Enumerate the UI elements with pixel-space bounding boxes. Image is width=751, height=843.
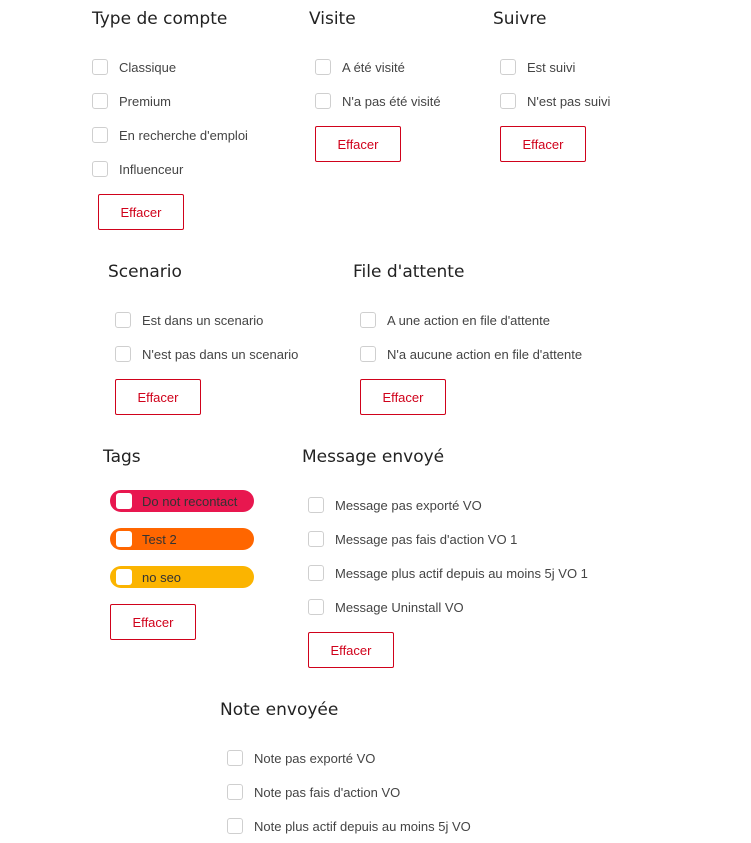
option-list: [500, 50, 610, 118]
option-label: Message pas exporté VO: [335, 497, 482, 513]
section-type-de-compte: [92, 8, 248, 230]
option-label: Note pas exporté VO: [254, 750, 376, 766]
section-title: Visite: [309, 9, 356, 29]
checkbox[interactable]: [227, 750, 243, 766]
section-title: Suivre: [493, 9, 547, 29]
clear-message-envoye-button[interactable]: Effacer: [308, 632, 394, 668]
checkbox[interactable]: [500, 59, 516, 75]
section-note-envoyee: [220, 699, 471, 843]
checkbox[interactable]: [360, 346, 376, 362]
option-est-suivi[interactable]: [500, 50, 610, 84]
option-label: Message Uninstall VO: [335, 599, 464, 615]
section-tags: [103, 446, 254, 640]
option-label: Premium: [119, 93, 172, 109]
option-pas-visite[interactable]: [315, 84, 441, 118]
option-influenceur[interactable]: [92, 152, 248, 186]
checkbox[interactable]: [92, 161, 108, 177]
checkbox[interactable]: [227, 818, 243, 834]
checkbox[interactable]: [315, 93, 331, 109]
option-label: En recherche d'emploi: [119, 127, 248, 143]
option-list: [115, 303, 298, 371]
clear-scenario-button[interactable]: Effacer: [115, 379, 201, 415]
option-label: Est suivi: [527, 59, 576, 75]
option-message-plus-actif[interactable]: [308, 556, 588, 590]
option-label: N'est pas suivi: [527, 93, 611, 109]
checkbox[interactable]: [227, 784, 243, 800]
tag-do-not-recontact[interactable]: [110, 490, 254, 512]
checkbox[interactable]: [308, 565, 324, 581]
section-visite: [309, 8, 441, 162]
option-label: Note pas fais d'action VO: [254, 784, 401, 800]
option-list: [360, 303, 582, 371]
section-title: Message envoyé: [302, 447, 445, 467]
section-suivre: [493, 8, 610, 162]
option-label: N'a pas été visité: [342, 93, 441, 109]
option-message-pas-fais-action[interactable]: [308, 522, 588, 556]
option-aucune-action-en-file[interactable]: [360, 337, 582, 371]
option-note-plus-actif[interactable]: [227, 809, 471, 843]
option-label: Influenceur: [119, 161, 184, 177]
section-title: Type de compte: [92, 9, 228, 29]
option-premium[interactable]: [92, 84, 248, 118]
option-label: Est dans un scenario: [142, 312, 264, 328]
option-list: [308, 488, 588, 624]
option-label: Message pas fais d'action VO 1: [335, 531, 518, 547]
section-title: Tags: [103, 447, 141, 467]
option-pas-suivi[interactable]: [500, 84, 610, 118]
option-label: N'a aucune action en file d'attente: [387, 346, 583, 362]
checkbox[interactable]: [308, 497, 324, 513]
option-message-pas-exporte[interactable]: [308, 488, 588, 522]
checkbox[interactable]: [92, 59, 108, 75]
option-list: [92, 50, 248, 186]
section-scenario: [108, 261, 298, 415]
option-en-recherche-emploi[interactable]: [92, 118, 248, 152]
option-list: [315, 50, 441, 118]
checkbox[interactable]: [116, 531, 132, 547]
checkbox[interactable]: [360, 312, 376, 328]
clear-visite-button[interactable]: Effacer: [315, 126, 401, 162]
option-list: [227, 741, 471, 843]
checkbox[interactable]: [116, 493, 132, 509]
option-note-pas-fais-action[interactable]: [227, 775, 471, 809]
section-title: File d'attente: [353, 262, 465, 282]
checkbox[interactable]: [315, 59, 331, 75]
option-a-ete-visite[interactable]: [315, 50, 441, 84]
section-file-attente: [353, 261, 582, 415]
checkbox[interactable]: [115, 346, 131, 362]
clear-suivre-button[interactable]: Effacer: [500, 126, 586, 162]
section-title: Scenario: [108, 262, 182, 282]
option-pas-dans-scenario[interactable]: [115, 337, 298, 371]
tag-label: Test 2: [142, 531, 177, 547]
clear-file-attente-button[interactable]: Effacer: [360, 379, 446, 415]
section-message-envoye: [302, 446, 588, 668]
tag-no-seo[interactable]: [110, 566, 254, 588]
checkbox[interactable]: [308, 599, 324, 615]
option-label: Message plus actif depuis au moins 5j VO 1: [335, 565, 588, 581]
checkbox[interactable]: [115, 312, 131, 328]
checkbox[interactable]: [92, 127, 108, 143]
option-message-uninstall[interactable]: [308, 590, 588, 624]
option-dans-scenario[interactable]: [115, 303, 298, 337]
option-action-en-file[interactable]: [360, 303, 582, 337]
tag-label: Do not recontact: [142, 493, 238, 509]
checkbox[interactable]: [116, 569, 132, 585]
clear-type-compte-button[interactable]: Effacer: [98, 194, 184, 230]
option-label: Note plus actif depuis au moins 5j VO: [254, 818, 471, 834]
checkbox[interactable]: [308, 531, 324, 547]
option-label: A une action en file d'attente: [387, 312, 550, 328]
option-label: Classique: [119, 59, 177, 75]
tag-list: [110, 490, 254, 588]
checkbox[interactable]: [500, 93, 516, 109]
section-title: Note envoyée: [220, 700, 339, 720]
checkbox[interactable]: [92, 93, 108, 109]
option-classique[interactable]: [92, 50, 248, 84]
tag-test-2[interactable]: [110, 528, 254, 550]
tag-label: no seo: [142, 569, 182, 585]
option-label: A été visité: [342, 59, 405, 75]
clear-tags-button[interactable]: Effacer: [110, 604, 196, 640]
option-label: N'est pas dans un scenario: [142, 346, 299, 362]
option-note-pas-exporte[interactable]: [227, 741, 471, 775]
